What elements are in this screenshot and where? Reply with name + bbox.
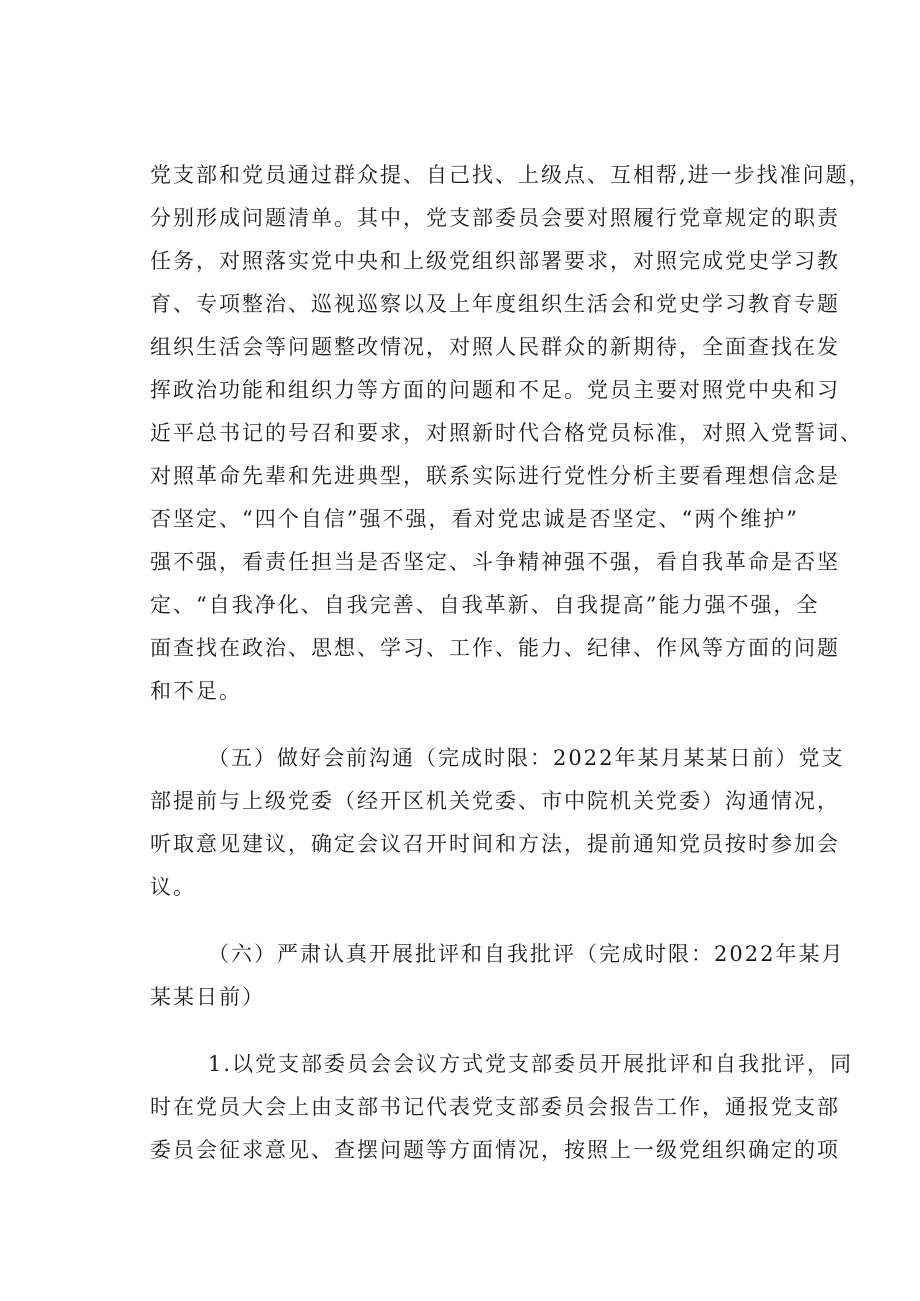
text-line: 面查找在政治、思想、学习、工作、能力、纪律、作风等方面的问题 <box>150 636 840 660</box>
text-line: 议。 <box>150 875 196 899</box>
section-heading-line: （五）做好会前沟通（完成时限：2022年某月某某日前）党支 <box>208 746 845 770</box>
text-line: 和不足。 <box>150 679 242 703</box>
section-heading-line: （六）严肃认真开展批评和自我批评（完成时限：2022年某月 <box>208 942 845 966</box>
list-item-line: 1.以党支部委员会会议方式党支部委员开展批评和自我批评，同 <box>208 1052 854 1076</box>
text-line: 某某日前） <box>150 985 265 1009</box>
text-line: 分别形成问题清单。其中，党支部委员会要对照履行党章规定的职责 <box>150 206 840 230</box>
text-line: 挥政治功能和组织力等方面的问题和不足。党员主要对照党中央和习 <box>150 378 840 402</box>
text-line: 育、专项整治、巡视巡察以及上年度组织生活会和党史学习教育专题 <box>150 292 840 316</box>
text-line: 任务，对照落实党中央和上级党组织部署要求，对照完成党史学习教 <box>150 249 840 273</box>
text-line: 听取意见建议，确定会议召开时间和方法，提前通知党员按时参加会 <box>150 832 840 856</box>
paragraph-item-1 <box>150 1043 854 1172</box>
text-line: 党支部和党员通过群众提、自己找、上级点、互相帮,进一步找准问题， <box>150 163 872 187</box>
paragraph-intro <box>150 154 872 713</box>
text-line: 否坚定、“四个自信”强不强，看对党忠诚是否坚定、“两个维护” <box>150 507 799 531</box>
paragraph-section-5 <box>150 737 845 909</box>
text-line: 部提前与上级党委（经开区机关党委、市中院机关党委）沟通情况， <box>150 789 840 813</box>
text-line: 近平总书记的号召和要求，对照新时代合格党员标准，对照入党誓词、 <box>150 421 863 445</box>
text-line: 强不强，看责任担当是否坚定、斗争精神强不强，看自我革命是否坚 <box>150 550 840 574</box>
text-line: 对照革命先辈和先进典型，联系实际进行党性分析主要看理想信念是 <box>150 464 840 488</box>
paragraph-section-6 <box>150 933 845 1019</box>
text-line: 组织生活会等问题整改情况，对照人民群众的新期待，全面查找在发 <box>150 335 840 359</box>
document-body <box>150 154 872 1172</box>
text-line: 定、“自我净化、自我完善、自我革新、自我提高”能力强不强，全 <box>150 593 820 617</box>
text-line: 时在党员大会上由支部书记代表党支部委员会报告工作，通报党支部 <box>150 1095 840 1119</box>
text-line: 委员会征求意见、查摆问题等方面情况，按照上一级党组织确定的项 <box>150 1138 840 1162</box>
